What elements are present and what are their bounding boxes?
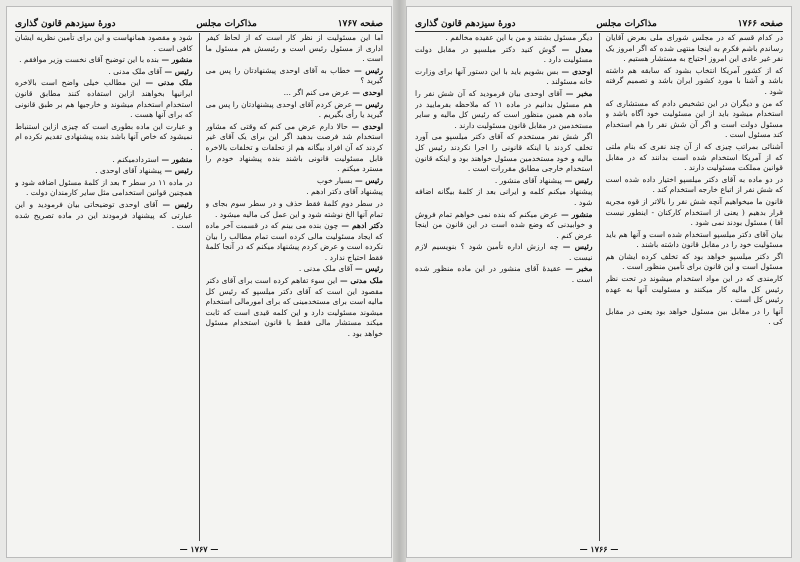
paragraph-text: چه ارزش اداره تأمین شود ؟ بنویسیم لازم نیست .	[415, 242, 593, 262]
transcript-paragraph	[206, 221, 384, 263]
paragraph-text: استردادمیکنم .	[112, 154, 159, 164]
speaker-name: رئیس —	[350, 65, 383, 75]
paragraph-text: پیشنهاد آقای منشور .	[494, 175, 562, 185]
transcript-paragraph	[606, 197, 784, 229]
speaker-name: رئیس —	[352, 175, 383, 185]
left-header-center: مذاکرات مجلس	[196, 19, 257, 29]
right-header-center: مذاکرات مجلس	[596, 19, 657, 29]
paragraph-text: در ماده ۱۱ در سطر ۳ بعد از کلمهٔ مسئول اضافه شود و همچنین قوانین استخدامی مثل سایر کارمندان دولت .	[15, 177, 193, 198]
transcript-paragraph	[15, 55, 193, 66]
paragraph-text: آقای اوحدی توضیحاتی بیان فرمودید و این عبارتی که پیشنهاد فرمودند این در ماده تصریح شده است .	[15, 199, 193, 231]
paragraph-text: عرض میکنم که بنده نمی خواهم تمام فروش و خوابیدنی که وضع شده است در این قانون من اینجا عرض کنم .	[415, 209, 593, 240]
speaker-name: رئیس —	[161, 166, 193, 176]
paragraph-text: بسیار خوب	[317, 175, 353, 185]
paragraph-text: خطاب به آقای اوحدی پیشنهادتان را پس می گیرید ؟	[205, 65, 383, 86]
speaker-name: مخبر —	[561, 264, 593, 274]
paragraph-text: بس بشویم باید با این دستور آنها برای وزارت خانه مسئولند .	[415, 66, 593, 87]
transcript-paragraph	[206, 100, 384, 121]
transcript-paragraph	[206, 88, 384, 99]
right-page-footer: — ۱۷۶۶ —	[579, 544, 619, 554]
paragraph-text: این مطالب خیلی واضح است بالاخره ایرانیها بخواهند ازاین استفاده کنند مطابق قانون استخدام استخدام میشوند و خارجیها هم بر طبق قانونی که برای آنها هست .	[15, 78, 193, 120]
right-page-number: صفحه ۱۷۶۶	[737, 19, 783, 29]
transcript-paragraph	[15, 155, 193, 166]
transcript-paragraph	[606, 142, 784, 174]
transcript-paragraph	[206, 176, 384, 187]
paragraph-text: چون بنده می بینم که در قسمت آخر ماده که ایجاد مسئولیت مالی کرده است تمام مطالب را بیان نکرده است و عرض کردم پیشنهاد میکنم که در آنجا کلمهٔ فقط احتیاج ندارد .	[205, 221, 383, 262]
transcript-paragraph	[606, 99, 784, 141]
transcript-paragraph	[206, 122, 384, 175]
transcript-paragraph	[15, 78, 193, 120]
transcript-paragraph	[415, 242, 593, 263]
paragraph-text: بنده با این توضیح آقای نخست وزیر موافقم .	[19, 55, 159, 65]
left-column-right	[206, 33, 384, 541]
speaker-name: دکتر ادهم —	[338, 221, 383, 231]
column-divider	[599, 33, 600, 541]
transcript-paragraph	[606, 175, 784, 196]
transcript-paragraph	[15, 178, 193, 199]
paragraph-text: کارمندی که در این مواد استخدام میشوند در تحت نظر رئیس کل مالیه کار میکنند و مسئولیت آنها به عهده رئیس کل است .	[605, 274, 783, 305]
transcript-paragraph	[206, 264, 384, 275]
transcript-paragraph	[606, 230, 784, 251]
left-column-left	[15, 33, 193, 541]
speaker-name: اوحدی —	[558, 66, 593, 76]
speaker-name: اوحدی —	[349, 87, 383, 97]
speaker-name: اوحدی —	[347, 121, 383, 131]
paragraph-text: گوش کنید دکتر میلسپو در مقابل دولت مسئولیت دارد .	[415, 44, 593, 65]
paragraph-text: بیان آقای دکتر میلسپو استخدام شده است و آنها هم باید مسئولیت خود را در مقابل قانون داشته باشند .	[605, 229, 783, 250]
speaker-name: رئیس —	[352, 264, 383, 274]
transcript-paragraph	[206, 66, 384, 87]
left-page-header	[15, 13, 383, 32]
paragraph-text: عقیدهٔ آقای منشور در این ماده منظور شده است .	[415, 264, 593, 285]
left-page-number: صفحه ۱۷۶۷	[337, 19, 383, 29]
paragraph-text: اگر شش نفر مستخدم که آقای دکتر میلسپو می آورد تخلف کردند یا اینکه قانونی را اجرا نکردند رئیس کل مالیه و خود مستخدمین مسئول خواهند بود و اینکه قانون استخدام خارجی مطابق مقررات است .	[415, 132, 593, 174]
transcript-paragraph	[415, 264, 593, 285]
paragraph-text: حالا دارم عرض می کنم که وقتی که مشاور استخدام شد فرصت بدهید اگر این برای یک آقای غیر کردند که آن افراد بیگانه هم از تحلفات و تخلفات بالاخره قابل مسئولیت قانونی باشند بنده پیشنهاد خودم را مسترد میکنم .	[205, 121, 383, 174]
transcript-paragraph	[415, 210, 593, 242]
speaker-name: منشور —	[158, 154, 193, 164]
paragraph-text: شود و مقصود همانهاست و این برای تأمین نظریه ایشان کافی است .	[15, 33, 193, 53]
transcript-paragraph	[606, 274, 784, 306]
right-page-header	[415, 13, 783, 32]
left-page-columns	[15, 33, 383, 541]
left-page	[6, 6, 392, 558]
paragraph-text: این سوء تفاهم کرده است برای آقای دکتر مقصود این است که آقای دکتر میلسپو که رئیس کل مالیه است برای مستخدمینی که برای امورمالی استخدام میشوند مسئولیت دارد و این کلمه قیدی است که ثابت میکند مستشار مالی فقط با قانون استخدام مسئول خواهد بود .	[205, 276, 383, 339]
right-page-columns	[415, 33, 783, 541]
left-header-side: دورهٔ سیزدهم قانون گذاری	[15, 19, 116, 29]
transcript-paragraph	[415, 176, 593, 187]
speaker-name: رئیس —	[561, 175, 593, 185]
transcript-paragraph	[206, 33, 384, 65]
transcript-paragraph	[415, 132, 593, 174]
paragraph-text: و عبارت این ماده بطوری است که چیزی ازاین استنباط نمیشود که خاص آنها باشد بنده پیشنهادی تقدیم نکرده ام .	[15, 121, 193, 152]
paragraph-text: دیگر مسئول بشتند و من با این عقیده مخالفم .	[445, 33, 593, 42]
transcript-paragraph	[606, 252, 784, 273]
column-divider	[199, 33, 200, 541]
paragraph-text: آشنائی بمراتب چیزی که از آن چند نفری که بنام ملتی که از آمریکا استخدام شده است بدانند که در مقابل قوانین مملکت مسئولیت دارند .	[605, 141, 783, 173]
speaker-name: رئیس —	[352, 99, 383, 109]
right-column-left	[415, 33, 593, 541]
paragraph-text: که من و دیگران در این تشخیص دادم که مستشاری که استخدام میشود باید از این مسئولیت خود آگاه باشد و مسئول دولت است و اگر آن شش نفر را هم استخدام کند مسئول است .	[605, 98, 783, 140]
paragraph-text: آقای ملک مدنی .	[298, 264, 353, 274]
transcript-paragraph	[606, 307, 784, 328]
transcript-paragraph	[15, 200, 193, 232]
transcript-paragraph	[15, 67, 193, 78]
transcript-paragraph	[415, 187, 593, 208]
book-gutter	[393, 0, 406, 562]
paragraph-text: در کدام قسم که در مجلس شورای ملی بعرض آقایان رساندم باشم فکرم به اینجا منتهی شده که اگر امروز یک نفر غیر عادی این امروز احتیاج به مستشار هستیم .	[605, 33, 783, 64]
transcript-paragraph	[206, 199, 384, 220]
speaker-name: منشور —	[557, 209, 593, 219]
paragraph-text: آقای ملک مدنی .	[108, 66, 162, 76]
speaker-name: رئیس —	[161, 66, 193, 76]
transcript-paragraph	[606, 66, 784, 98]
speaker-name: منشور —	[158, 55, 193, 65]
paragraph-text: پیشنهاد آقای دکتر ادهم .	[306, 187, 383, 197]
right-header-side: دورهٔ سیزدهم قانون گذاری	[415, 19, 516, 29]
paragraph-text: پیشنهاد میکنم کلمه و ایرانی بعد از کلمهٔ بیگانه اضافه شود .	[415, 187, 593, 207]
transcript-paragraph	[415, 67, 593, 88]
transcript-paragraph	[15, 33, 193, 54]
transcript-paragraph	[206, 276, 384, 340]
paragraph-text: اگر دکتر میلسپو خواهد بود که تخلف کرده ایشان هم مسئول است و این قانون برای تأمین منظور است .	[605, 251, 783, 272]
transcript-paragraph	[606, 33, 784, 65]
transcript-paragraph	[15, 166, 193, 177]
paragraph-text: در سطر دوم کلمهٔ فقط حذف و در سطر سوم بجای و تمام آنها الخ نوشته شود و این عمل کی مالیه میشود .	[205, 198, 383, 219]
paragraph-text: آنها را در مقابل بین مسئول خواهد بود یعنی در مقابل کی .	[605, 306, 783, 327]
speaker-name: ملک مدنی —	[337, 276, 383, 286]
transcript-paragraph	[206, 187, 384, 198]
left-page-footer: — ۱۷۶۷ —	[179, 544, 219, 554]
paragraph-text: در دو ماده به آقای دکتر میلسپو اختیار داده شده است که شش نفر از اتباع خارجه استخدام کند .	[605, 174, 783, 195]
speaker-name: معدل —	[555, 44, 593, 54]
paragraph-text: عرض کردم آقای اوحدی پیشنهادتان را پس می گیرید یا رأی بگیریم .	[205, 99, 383, 120]
speaker-name: رئیس —	[558, 242, 593, 252]
speaker-name: مخبر —	[562, 88, 593, 98]
transcript-paragraph	[415, 33, 593, 44]
paragraph-text: اما این مسئولیت از نظر کار است که از لحاظ کیفر اداری از مسئول رئیس است و رئیسش هم مسئول ما است .	[205, 33, 383, 64]
speaker-name: ملک مدنی —	[140, 78, 193, 88]
paragraph-text: آقای اوحدی بیان فرمودید که آن شش نفر را هم مسئول بدانیم در ماده ۱۱ که ملاحظه بفرمایید در ماده هم همین منظور است که رئیس کل مالیه و سایر مستخدمین در مقابل قانون مسئولیت دارند .	[415, 88, 593, 130]
transcript-paragraph	[415, 45, 593, 66]
right-page	[406, 6, 792, 558]
paragraph-text: قانون ما میخواهیم آنچه شش نفر را بالاتر از قوه مجریه قرار بدهیم ( یعنی از استخدام کارکنان - اینطور نیست آقا ) مسئول بودند نمی شود .	[605, 196, 783, 228]
paragraph-text: عرض می کنم اگر ...	[283, 87, 350, 97]
paragraph-text: پیشنهاد آقای اوحدی .	[95, 166, 162, 176]
paragraph-text: که از کشور آمریکا انتخاب بشود که سابقه هم داشته باشد و آشنا با مورد کشور ایران باشد و تصمیم گرفته شود .	[605, 65, 783, 96]
transcript-paragraph	[415, 89, 593, 131]
right-column-right	[606, 33, 784, 541]
speaker-name: رئیس —	[157, 199, 193, 209]
transcript-paragraph	[15, 122, 193, 154]
